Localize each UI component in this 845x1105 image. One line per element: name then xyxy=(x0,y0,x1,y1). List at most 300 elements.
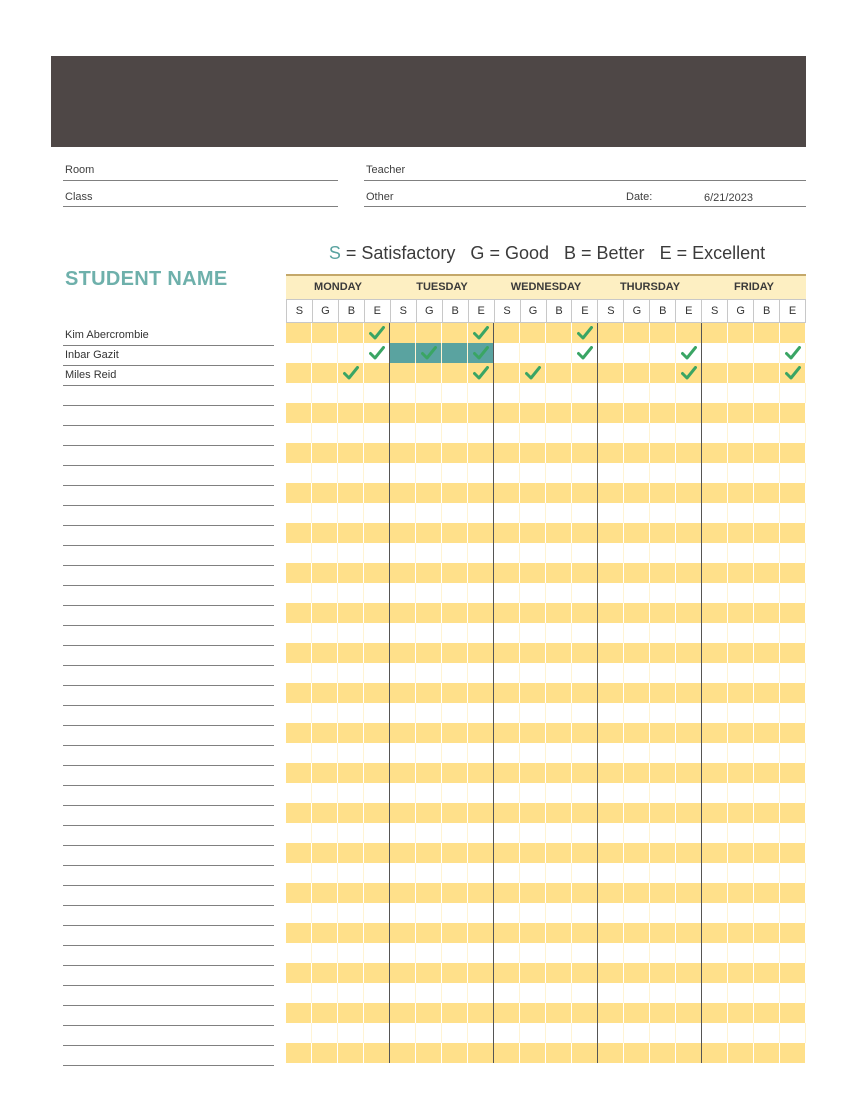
student-name-row[interactable] xyxy=(63,426,274,446)
rating-cell[interactable] xyxy=(780,443,806,463)
rating-cell[interactable] xyxy=(312,323,338,343)
rating-cell[interactable] xyxy=(390,763,416,783)
rating-cell[interactable] xyxy=(754,683,780,703)
rating-cell[interactable] xyxy=(676,743,702,763)
rating-cell[interactable] xyxy=(338,623,364,643)
rating-cell[interactable] xyxy=(754,843,780,863)
rating-cell[interactable] xyxy=(728,443,754,463)
student-name-row[interactable] xyxy=(63,606,274,626)
rating-cell[interactable] xyxy=(572,723,598,743)
rating-cell[interactable] xyxy=(442,383,468,403)
rating-cell[interactable] xyxy=(676,483,702,503)
rating-cell[interactable] xyxy=(702,663,728,683)
rating-cell[interactable] xyxy=(650,443,676,463)
rating-cell[interactable] xyxy=(364,923,390,943)
rating-cell[interactable] xyxy=(546,623,572,643)
class-field[interactable] xyxy=(63,206,338,207)
rating-cell[interactable] xyxy=(494,603,520,623)
rating-cell[interactable] xyxy=(754,1003,780,1023)
rating-cell[interactable] xyxy=(390,383,416,403)
rating-cell[interactable] xyxy=(338,323,364,343)
rating-cell[interactable] xyxy=(754,323,780,343)
rating-cell[interactable] xyxy=(754,463,780,483)
rating-cell[interactable] xyxy=(442,903,468,923)
rating-cell[interactable] xyxy=(650,643,676,663)
rating-cell[interactable] xyxy=(416,503,442,523)
rating-cell[interactable] xyxy=(624,443,650,463)
rating-cell[interactable] xyxy=(572,643,598,663)
rating-cell[interactable] xyxy=(520,323,546,343)
rating-cell[interactable] xyxy=(676,803,702,823)
rating-cell[interactable] xyxy=(780,723,806,743)
rating-cell[interactable] xyxy=(754,963,780,983)
rating-cell[interactable] xyxy=(728,363,754,383)
rating-cell[interactable] xyxy=(416,743,442,763)
rating-cell[interactable] xyxy=(572,983,598,1003)
rating-cell[interactable] xyxy=(312,963,338,983)
rating-cell[interactable] xyxy=(416,423,442,443)
rating-cell[interactable] xyxy=(728,883,754,903)
rating-cell[interactable] xyxy=(390,943,416,963)
student-name-row[interactable] xyxy=(63,1026,274,1046)
rating-cell[interactable] xyxy=(520,803,546,823)
student-name-row[interactable] xyxy=(63,666,274,686)
rating-cell[interactable] xyxy=(702,383,728,403)
rating-cell[interactable] xyxy=(468,743,494,763)
rating-cell[interactable] xyxy=(546,643,572,663)
rating-cell[interactable] xyxy=(390,1043,416,1063)
rating-cell[interactable] xyxy=(520,743,546,763)
rating-cell[interactable] xyxy=(702,723,728,743)
rating-cell[interactable] xyxy=(468,943,494,963)
rating-cell[interactable] xyxy=(702,823,728,843)
rating-cell[interactable] xyxy=(624,543,650,563)
rating-cell[interactable] xyxy=(520,1043,546,1063)
rating-cell[interactable] xyxy=(390,523,416,543)
rating-cell[interactable] xyxy=(494,623,520,643)
rating-cell[interactable] xyxy=(364,543,390,563)
rating-cell[interactable] xyxy=(468,503,494,523)
rating-cell[interactable] xyxy=(780,563,806,583)
rating-cell[interactable] xyxy=(442,1023,468,1043)
rating-cell[interactable] xyxy=(338,703,364,723)
rating-cell[interactable] xyxy=(364,663,390,683)
rating-cell[interactable] xyxy=(624,563,650,583)
student-name-row[interactable] xyxy=(63,746,274,766)
rating-cell[interactable] xyxy=(390,403,416,423)
rating-cell[interactable] xyxy=(416,543,442,563)
rating-cell[interactable] xyxy=(624,903,650,923)
rating-cell[interactable] xyxy=(364,643,390,663)
rating-cell[interactable] xyxy=(572,463,598,483)
rating-cell[interactable] xyxy=(364,1043,390,1063)
rating-cell[interactable] xyxy=(312,643,338,663)
rating-cell[interactable] xyxy=(286,363,312,383)
rating-cell[interactable] xyxy=(338,523,364,543)
rating-cell[interactable] xyxy=(286,403,312,423)
rating-cell[interactable] xyxy=(390,783,416,803)
rating-cell[interactable] xyxy=(546,943,572,963)
rating-cell[interactable] xyxy=(338,683,364,703)
rating-cell[interactable] xyxy=(364,323,390,343)
rating-cell[interactable] xyxy=(520,603,546,623)
rating-cell[interactable] xyxy=(442,863,468,883)
rating-cell[interactable] xyxy=(442,603,468,623)
rating-cell[interactable] xyxy=(624,763,650,783)
rating-cell[interactable] xyxy=(520,663,546,683)
rating-cell[interactable] xyxy=(338,803,364,823)
rating-cell[interactable] xyxy=(442,1003,468,1023)
rating-cell[interactable] xyxy=(572,583,598,603)
rating-cell[interactable] xyxy=(728,843,754,863)
rating-cell[interactable] xyxy=(650,1023,676,1043)
student-name-row[interactable] xyxy=(63,786,274,806)
rating-cell[interactable] xyxy=(442,463,468,483)
rating-cell[interactable] xyxy=(520,943,546,963)
rating-cell[interactable] xyxy=(702,1023,728,1043)
rating-cell[interactable] xyxy=(650,423,676,443)
rating-cell[interactable] xyxy=(702,763,728,783)
rating-cell[interactable] xyxy=(520,383,546,403)
rating-cell[interactable] xyxy=(572,383,598,403)
rating-cell[interactable] xyxy=(338,663,364,683)
rating-cell[interactable] xyxy=(416,443,442,463)
rating-cell[interactable] xyxy=(572,963,598,983)
rating-cell[interactable] xyxy=(624,843,650,863)
rating-cell[interactable] xyxy=(650,923,676,943)
rating-cell[interactable] xyxy=(338,503,364,523)
rating-cell[interactable] xyxy=(286,683,312,703)
rating-cell[interactable] xyxy=(624,963,650,983)
rating-cell[interactable] xyxy=(572,403,598,423)
rating-cell[interactable] xyxy=(312,543,338,563)
rating-cell[interactable] xyxy=(416,463,442,483)
rating-cell[interactable] xyxy=(312,883,338,903)
rating-cell[interactable] xyxy=(468,863,494,883)
rating-cell[interactable] xyxy=(676,363,702,383)
rating-cell[interactable] xyxy=(442,403,468,423)
rating-cell[interactable] xyxy=(416,923,442,943)
date-value[interactable]: 6/21/2023 xyxy=(704,192,753,204)
rating-cell[interactable] xyxy=(364,803,390,823)
rating-cell[interactable] xyxy=(390,583,416,603)
rating-cell[interactable] xyxy=(468,963,494,983)
rating-cell[interactable] xyxy=(702,503,728,523)
rating-cell[interactable] xyxy=(676,463,702,483)
rating-cell[interactable] xyxy=(468,983,494,1003)
rating-cell[interactable] xyxy=(494,583,520,603)
rating-cell[interactable] xyxy=(468,663,494,683)
student-name-row[interactable] xyxy=(63,686,274,706)
rating-cell[interactable] xyxy=(468,1043,494,1063)
rating-cell[interactable] xyxy=(780,803,806,823)
rating-cell[interactable] xyxy=(520,463,546,483)
rating-cell[interactable] xyxy=(286,563,312,583)
rating-cell[interactable] xyxy=(312,1043,338,1063)
rating-cell[interactable] xyxy=(676,723,702,743)
rating-cell[interactable] xyxy=(286,603,312,623)
rating-cell[interactable] xyxy=(624,823,650,843)
rating-cell[interactable] xyxy=(598,523,624,543)
rating-cell[interactable] xyxy=(728,1003,754,1023)
rating-cell[interactable] xyxy=(312,1003,338,1023)
rating-cell[interactable] xyxy=(650,463,676,483)
rating-cell[interactable] xyxy=(598,423,624,443)
rating-cell[interactable] xyxy=(546,703,572,723)
rating-cell[interactable] xyxy=(624,363,650,383)
rating-cell[interactable] xyxy=(390,543,416,563)
rating-cell[interactable] xyxy=(286,503,312,523)
rating-cell[interactable] xyxy=(546,883,572,903)
rating-cell[interactable] xyxy=(286,923,312,943)
rating-cell[interactable] xyxy=(286,543,312,563)
rating-cell[interactable] xyxy=(572,623,598,643)
rating-cell[interactable] xyxy=(364,823,390,843)
rating-cell[interactable] xyxy=(624,943,650,963)
rating-cell[interactable] xyxy=(702,623,728,643)
rating-cell[interactable] xyxy=(312,443,338,463)
rating-cell[interactable] xyxy=(364,943,390,963)
rating-cell[interactable] xyxy=(390,903,416,923)
rating-cell[interactable] xyxy=(494,763,520,783)
rating-cell[interactable] xyxy=(650,543,676,563)
rating-cell[interactable] xyxy=(364,383,390,403)
rating-cell[interactable] xyxy=(286,343,312,363)
rating-cell[interactable] xyxy=(728,583,754,603)
rating-cell[interactable] xyxy=(520,503,546,523)
rating-cell[interactable] xyxy=(338,763,364,783)
rating-cell[interactable] xyxy=(572,903,598,923)
rating-cell[interactable] xyxy=(754,943,780,963)
rating-cell[interactable] xyxy=(416,843,442,863)
rating-cell[interactable] xyxy=(494,783,520,803)
rating-cell[interactable] xyxy=(650,683,676,703)
rating-cell[interactable] xyxy=(468,1023,494,1043)
rating-cell[interactable] xyxy=(546,403,572,423)
rating-cell[interactable] xyxy=(728,503,754,523)
rating-cell[interactable] xyxy=(312,703,338,723)
rating-cell[interactable] xyxy=(546,923,572,943)
rating-cell[interactable] xyxy=(494,723,520,743)
rating-cell[interactable] xyxy=(338,383,364,403)
rating-cell[interactable] xyxy=(754,763,780,783)
rating-cell[interactable] xyxy=(364,343,390,363)
rating-cell[interactable] xyxy=(598,983,624,1003)
rating-cell[interactable] xyxy=(494,563,520,583)
rating-cell[interactable] xyxy=(728,803,754,823)
rating-cell[interactable] xyxy=(780,503,806,523)
student-name-row[interactable] xyxy=(63,886,274,906)
rating-cell[interactable] xyxy=(676,603,702,623)
rating-cell[interactable] xyxy=(468,883,494,903)
rating-cell[interactable] xyxy=(286,963,312,983)
student-name-row[interactable] xyxy=(63,386,274,406)
rating-cell[interactable] xyxy=(520,883,546,903)
rating-cell[interactable] xyxy=(286,583,312,603)
rating-cell[interactable] xyxy=(572,1023,598,1043)
rating-cell[interactable] xyxy=(442,703,468,723)
rating-cell[interactable] xyxy=(364,903,390,923)
rating-cell[interactable] xyxy=(312,663,338,683)
rating-cell[interactable] xyxy=(598,543,624,563)
rating-cell[interactable] xyxy=(468,843,494,863)
rating-cell[interactable] xyxy=(390,503,416,523)
rating-cell[interactable] xyxy=(416,523,442,543)
rating-cell[interactable] xyxy=(780,943,806,963)
rating-cell[interactable] xyxy=(338,1043,364,1063)
rating-cell[interactable] xyxy=(312,783,338,803)
rating-cell[interactable] xyxy=(390,983,416,1003)
rating-cell[interactable] xyxy=(286,763,312,783)
rating-cell[interactable] xyxy=(416,683,442,703)
rating-cell[interactable] xyxy=(754,643,780,663)
rating-cell[interactable] xyxy=(442,963,468,983)
rating-cell[interactable] xyxy=(546,743,572,763)
rating-cell[interactable] xyxy=(728,383,754,403)
rating-cell[interactable] xyxy=(754,603,780,623)
rating-cell[interactable] xyxy=(338,603,364,623)
rating-cell[interactable] xyxy=(390,443,416,463)
rating-cell[interactable] xyxy=(650,963,676,983)
rating-cell[interactable] xyxy=(494,403,520,423)
rating-cell[interactable] xyxy=(702,463,728,483)
rating-cell[interactable] xyxy=(624,663,650,683)
rating-cell[interactable] xyxy=(572,923,598,943)
rating-cell[interactable] xyxy=(468,323,494,343)
rating-cell[interactable] xyxy=(650,583,676,603)
rating-cell[interactable] xyxy=(728,763,754,783)
rating-cell[interactable] xyxy=(598,763,624,783)
rating-cell[interactable] xyxy=(598,663,624,683)
rating-cell[interactable] xyxy=(702,423,728,443)
rating-cell[interactable] xyxy=(572,803,598,823)
rating-cell[interactable] xyxy=(520,923,546,943)
rating-cell[interactable] xyxy=(442,423,468,443)
rating-cell[interactable] xyxy=(572,563,598,583)
rating-cell[interactable] xyxy=(468,823,494,843)
rating-cell[interactable] xyxy=(598,1023,624,1043)
rating-cell[interactable] xyxy=(754,383,780,403)
rating-cell[interactable] xyxy=(728,543,754,563)
rating-cell[interactable] xyxy=(728,403,754,423)
rating-cell[interactable] xyxy=(494,803,520,823)
rating-cell[interactable] xyxy=(416,763,442,783)
rating-cell[interactable] xyxy=(676,443,702,463)
rating-cell[interactable] xyxy=(416,603,442,623)
rating-cell[interactable] xyxy=(312,463,338,483)
rating-cell[interactable] xyxy=(728,523,754,543)
rating-cell[interactable] xyxy=(364,523,390,543)
rating-cell[interactable] xyxy=(442,643,468,663)
rating-cell[interactable] xyxy=(468,723,494,743)
rating-cell[interactable] xyxy=(520,423,546,443)
rating-cell[interactable] xyxy=(676,823,702,843)
rating-cell[interactable] xyxy=(728,663,754,683)
rating-cell[interactable] xyxy=(338,443,364,463)
rating-cell[interactable] xyxy=(390,1003,416,1023)
rating-cell[interactable] xyxy=(546,1043,572,1063)
rating-cell[interactable] xyxy=(520,1003,546,1023)
rating-cell[interactable] xyxy=(494,683,520,703)
rating-cell[interactable] xyxy=(390,923,416,943)
rating-cell[interactable] xyxy=(468,483,494,503)
rating-cell[interactable] xyxy=(364,603,390,623)
rating-cell[interactable] xyxy=(364,363,390,383)
rating-cell[interactable] xyxy=(286,1043,312,1063)
rating-cell[interactable] xyxy=(650,663,676,683)
rating-cell[interactable] xyxy=(598,483,624,503)
rating-cell[interactable] xyxy=(494,703,520,723)
rating-cell[interactable] xyxy=(364,883,390,903)
rating-cell[interactable] xyxy=(754,443,780,463)
student-name-row[interactable] xyxy=(63,346,274,366)
rating-cell[interactable] xyxy=(780,983,806,1003)
rating-cell[interactable] xyxy=(728,743,754,763)
rating-cell[interactable] xyxy=(286,883,312,903)
rating-cell[interactable] xyxy=(494,503,520,523)
rating-cell[interactable] xyxy=(572,783,598,803)
rating-cell[interactable] xyxy=(572,1043,598,1063)
rating-cell[interactable] xyxy=(780,343,806,363)
rating-cell[interactable] xyxy=(676,783,702,803)
rating-cell[interactable] xyxy=(650,323,676,343)
rating-cell[interactable] xyxy=(390,863,416,883)
rating-cell[interactable] xyxy=(390,803,416,823)
rating-cell[interactable] xyxy=(468,683,494,703)
rating-cell[interactable] xyxy=(598,943,624,963)
rating-cell[interactable] xyxy=(676,523,702,543)
rating-cell[interactable] xyxy=(364,483,390,503)
rating-cell[interactable] xyxy=(494,883,520,903)
rating-cell[interactable] xyxy=(338,823,364,843)
rating-cell[interactable] xyxy=(468,523,494,543)
rating-cell[interactable] xyxy=(338,363,364,383)
rating-cell[interactable] xyxy=(286,983,312,1003)
rating-cell[interactable] xyxy=(754,523,780,543)
rating-cell[interactable] xyxy=(598,623,624,643)
rating-cell[interactable] xyxy=(780,823,806,843)
rating-cell[interactable] xyxy=(676,543,702,563)
student-name-row[interactable] xyxy=(63,846,274,866)
rating-cell[interactable] xyxy=(598,903,624,923)
rating-cell[interactable] xyxy=(572,363,598,383)
rating-cell[interactable] xyxy=(494,483,520,503)
rating-cell[interactable] xyxy=(780,643,806,663)
rating-cell[interactable] xyxy=(676,763,702,783)
rating-cell[interactable] xyxy=(780,703,806,723)
rating-cell[interactable] xyxy=(624,1023,650,1043)
rating-cell[interactable] xyxy=(416,1003,442,1023)
rating-cell[interactable] xyxy=(754,563,780,583)
rating-cell[interactable] xyxy=(416,1043,442,1063)
rating-cell[interactable] xyxy=(442,923,468,943)
rating-cell[interactable] xyxy=(624,463,650,483)
rating-cell[interactable] xyxy=(468,363,494,383)
rating-cell[interactable] xyxy=(364,743,390,763)
rating-cell[interactable] xyxy=(520,683,546,703)
rating-cell[interactable] xyxy=(598,823,624,843)
rating-cell[interactable] xyxy=(364,583,390,603)
rating-cell[interactable] xyxy=(624,743,650,763)
rating-cell[interactable] xyxy=(728,623,754,643)
rating-cell[interactable] xyxy=(598,883,624,903)
rating-cell[interactable] xyxy=(598,323,624,343)
rating-cell[interactable] xyxy=(754,343,780,363)
rating-cell[interactable] xyxy=(728,963,754,983)
rating-cell[interactable] xyxy=(572,943,598,963)
rating-cell[interactable] xyxy=(624,643,650,663)
rating-cell[interactable] xyxy=(728,983,754,1003)
